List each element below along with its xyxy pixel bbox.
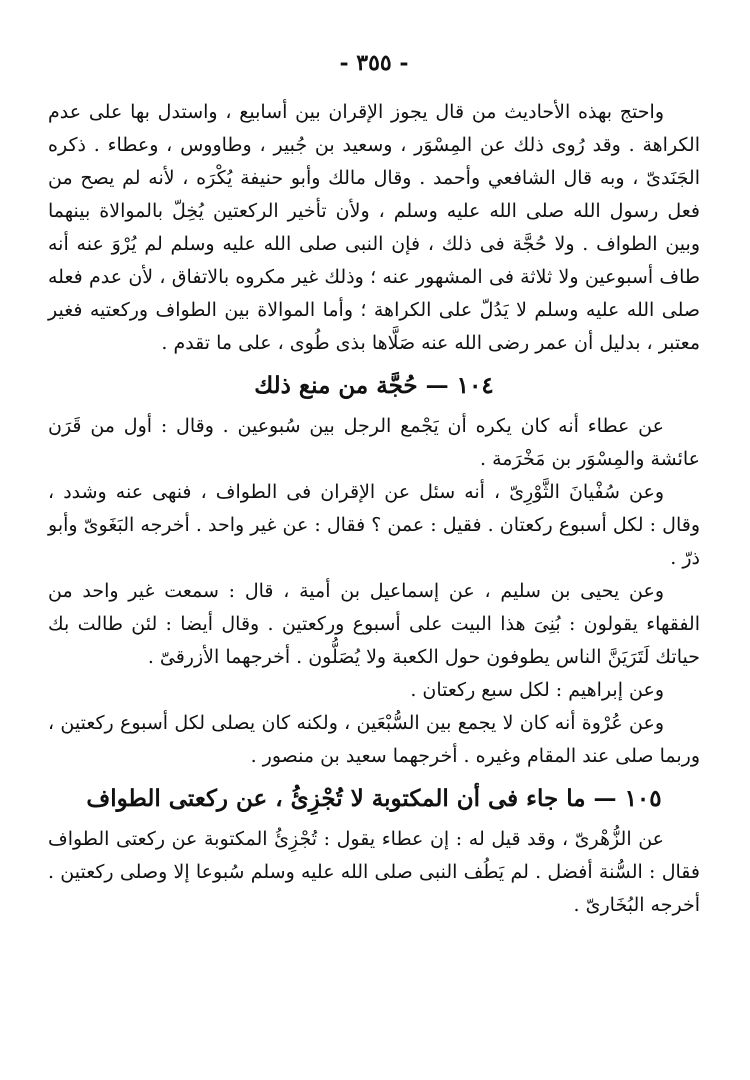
- page-number: - ٣٥٥ -: [339, 50, 409, 76]
- paragraph-104-yahya: وعن يحيى بن سليم ، عن إسماعيل بن أمية ، قال : سمعت غير واحد من الفقهاء يقولون : بُنِىَ هذا البيت على أسبوع وركعتين . وقال أيضا : لئن طالت بك حياتك لَتَرَيَنَّ الناس يطوفون حول الكعبة ولا يُصَلُّون . أخرجهما الأزرقىّ .: [48, 580, 700, 668]
- paragraph-104-sufyan: وعن سُفْيانَ الثَّوْرِىّ ، أنه سئل عن الإقران فى الطواف ، فنهى عنه وشدد ، وقال : لكل أسبوع ركعتان . فقيل : عمن ؟ فقال : عن غير واحد . أخرجه البَغَوىّ وأبو ذرّ .: [48, 481, 700, 569]
- paragraph-104-ibrahim: وعن إبراهيم : لكل سبع ركعتان .: [410, 679, 664, 701]
- paragraph-105-zuhri: عن الزُّهْرىّ ، وقد قيل له : إن عطاء يقول : تُجْزِئُ المكتوبة عن ركعتى الطواف فقال : السُّنة أفضل . لم يَطُف النبى صلى الله عليه وسلم سُبوعا إلا وصلى ركعتين . أخرجه البُخَارىّ .: [48, 828, 700, 916]
- section-heading-105: ١٠٥ — ما جاء فى أن المكتوبة لا تُجْزِئُ ، عن ركعتى الطواف: [86, 785, 662, 812]
- paragraph-103-continuation: واحتج بهذه الأحاديث من قال يجوز الإقران بين أسابيع ، واستدل بها على عدم الكراهة . وقد رُوى ذلك عن المِسْوَر ، وسعيد بن جُبير ، وطاووس ، وعطاء . ذكره الجَنَدىّ ، وبه قال الشافعي وأحمد . وقال مالك وأبو حنيفة يُكْرَه ، لأنه لم يصح من فعل رسول الله صلى الله عليه وسلم ، ولأن تأخير الركعتين يُخِلّ بالموالاة بينهما وبين الطواف . ولا حُجَّة فى ذلك ، فإن النبى صلى الله عليه وسلم لم يُرْوَ عنه أنه طاف أسبوعين ولا ثلاثة فى المشهور عنه ؛ وذلك غير مكروه بالاتفاق ، لأن عدم فعله صلى الله عليه وسلم لا يَدُلّ على الكراهة ؛ وأما الموالاة بين الطواف وركعتيه فغير معتبر ، بدليل أن عمر رضى الله عنه صَلَّاها بذى طُوى ، على ما تقدم .: [48, 101, 700, 354]
- paragraph-104-ata: عن عطاء أنه كان يكره أن يَجْمع الرجل بين سُبوعين . وقال : أول من قَرَن عائشة والمِسْوَر بن مَخْرَمة .: [48, 415, 700, 470]
- paragraph-104-urwa: وعن عُرْوة أنه كان لا يجمع بين السُّبْعَين ، ولكنه كان يصلى لكل أسبوع ركعتين ، وربما صلى عند المقام وغيره . أخرجهما سعيد بن منصور .: [48, 712, 700, 767]
- section-heading-104: ١٠٤ — حُجَّة من منع ذلك: [254, 372, 494, 399]
